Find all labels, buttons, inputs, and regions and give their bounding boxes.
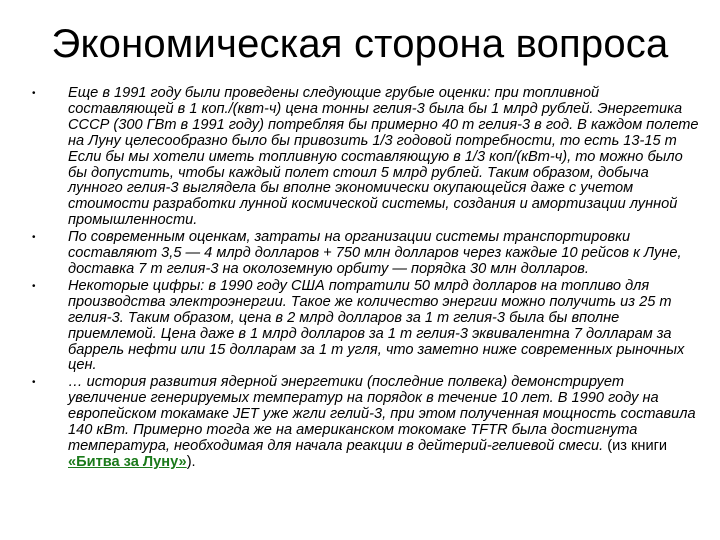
bullet-icon: • — [32, 232, 36, 244]
list-item — [32, 279, 702, 374]
bullet-icon: • — [32, 88, 36, 99]
book-link[interactable]: «Битва за Луну» — [68, 453, 187, 470]
list-item — [32, 375, 702, 470]
bullet-text: По современным оценкам, затраты на организации системы транспортировки составляют 3,5 — 4 млрд долларов + 750 млн долларов через каждые 10 рейсов к Луне, доставка 7 т гелия-3 на околоземную орбиту — порядка 30 млн долларов. — [68, 229, 682, 277]
bullet-text: … история развития ядерной энергетики (последние полвека) демонстрирует увеличение генерируемых температур на порядок в течение 10 лет. В 1990 году на европейском токамаке JET уже жгли гелий-3, при этом полученная мощность составила 140 кВт. Примерно тогда же на американском токомаке TFTR была достигнута температура, необходимая для начала реакции в дейтерий-гелиевой смеси. — [68, 374, 696, 454]
slide-title: Экономическая сторона вопроса — [51, 22, 669, 66]
bullet-text: Некоторые цифры: в 1990 году США потратили 50 млрд долларов на топливо для производства электроэнергии. Такое же количество энергии можно получить из 25 т гелия-3. Таким образом, цена в 2 млрд долларов за 1 т гелия-3 была бы вполне приемлемой. Цена даже в 1 млрд долларов за 1 т гелия-3 эквивалентна 7 долларам за баррель нефти или 15 долларам за 1 т угля, что заметно ниже современных рыночных цен. — [68, 277, 685, 374]
bullet-icon: • — [32, 280, 36, 292]
list-item — [32, 86, 702, 229]
bullet-list — [32, 86, 702, 471]
source-prefix: (из книги — [603, 437, 668, 454]
source-suffix: ). — [186, 453, 196, 470]
bullet-text: Еще в 1991 году были проведены следующие грубые оценки: при топливной составляющей в 1 коп./(квт-ч) цена тонны гелия-3 была бы 1 млрд рублей. Энергетика СССР (300 ГВт в 1991 году) потребляя бы примерно 40 т гелия-3 в год. В каждом полете на Луну целесообразно было бы привозить 1/3 годовой потребности, то есть 13-15 т Если бы мы хотели иметь топливную составляющую в 1/3 коп/(кВт-ч), то можно было бы допустить, чтобы каждый полет стоил 5 млрд рублей. Таким образом, добыча лунного гелия-3 выглядела бы вполне экономически окупающейся даже с учетом стоимости разработки лунной космической системы, создания и амортизации лунной промышленности. — [68, 85, 699, 229]
list-item — [32, 230, 702, 278]
bullet-icon: • — [32, 377, 36, 389]
